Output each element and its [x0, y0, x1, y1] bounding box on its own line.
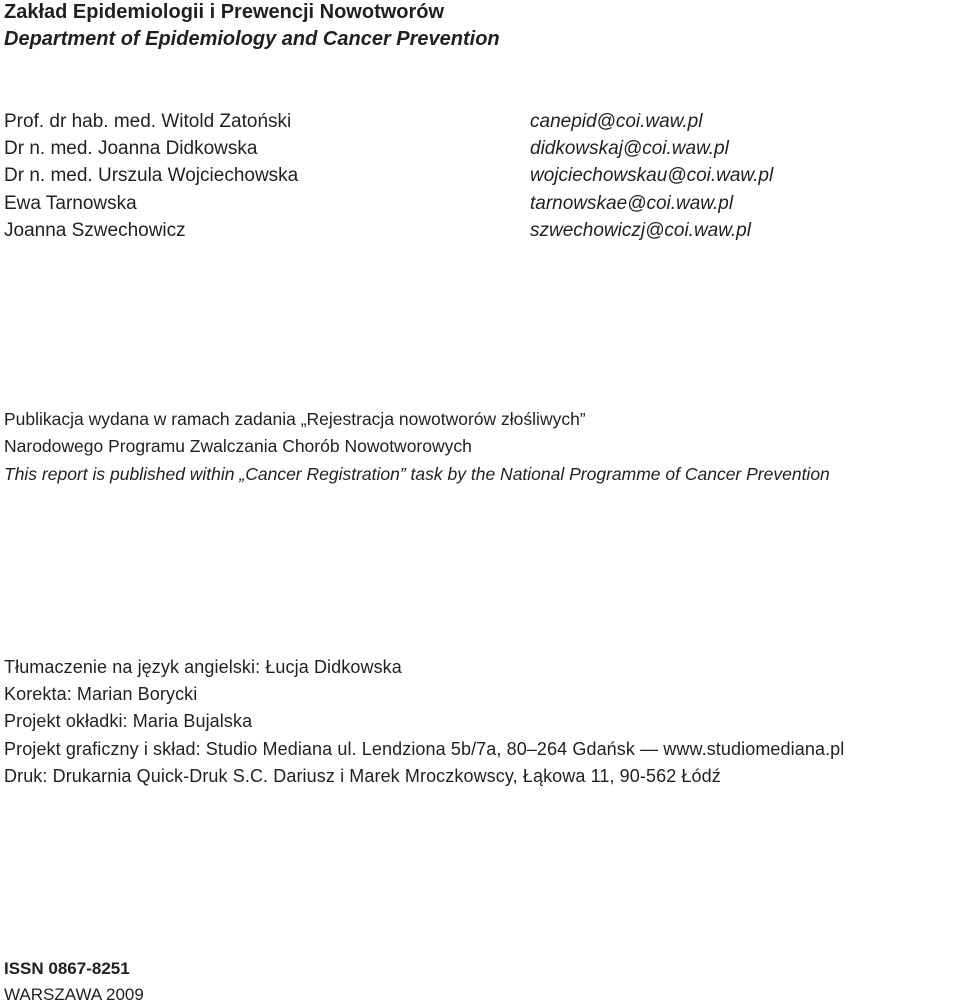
- staff-name: Prof. dr hab. med. Witold Zatoński: [4, 111, 292, 132]
- staff-email[interactable]: canepid@coi.waw.pl: [530, 111, 703, 132]
- city-year: WARSZAWA 2009: [4, 985, 144, 1004]
- credit-proofreading: Korekta: Marian Borycki: [4, 684, 198, 704]
- credit-layout: Projekt graficzny i skład: Studio Mediana ul. Lendziona 5b/7a, 80–264 Gdańsk — www.studiomediana.pl: [4, 739, 845, 759]
- staff-email[interactable]: didkowskaj@coi.waw.pl: [530, 138, 729, 159]
- credit-printing: Druk: Drukarnia Quick-Druk S.C. Dariusz i Marek Mroczkowscy, Łąkowa 11, 90-562 Łódź: [4, 766, 721, 786]
- staff-name: Ewa Tarnowska: [4, 193, 137, 214]
- staff-name: Dr n. med. Urszula Wojciechowska: [4, 165, 299, 186]
- staff-email[interactable]: szwechowiczj@coi.waw.pl: [530, 220, 751, 241]
- staff-name: Joanna Szwechowicz: [4, 220, 186, 241]
- publication-note-pl-line2: Narodowego Programu Zwalczania Chorób Nowotworowych: [4, 436, 472, 456]
- staff-email[interactable]: tarnowskae@coi.waw.pl: [530, 193, 734, 214]
- department-title-en: Department of Epidemiology and Cancer Prevention: [4, 28, 500, 50]
- credit-cover-design: Projekt okładki: Maria Bujalska: [4, 711, 253, 731]
- publication-note-pl-line1: Publikacja wydana w ramach zadania „Rejestracja nowotworów złośliwych”: [4, 409, 586, 429]
- issn: ISSN 0867-8251: [4, 959, 130, 978]
- credit-translation: Tłumaczenie na język angielski: Łucja Didkowska: [4, 657, 402, 677]
- staff-email[interactable]: wojciechowskau@coi.waw.pl: [530, 165, 774, 186]
- department-title-pl: Zakład Epidemiologii i Prewencji Nowotworów: [4, 1, 445, 23]
- publication-note-en: This report is published within „Cancer Registration” task by the National Programme of Cancer Prevention: [4, 464, 830, 484]
- staff-name: Dr n. med. Joanna Didkowska: [4, 138, 258, 159]
